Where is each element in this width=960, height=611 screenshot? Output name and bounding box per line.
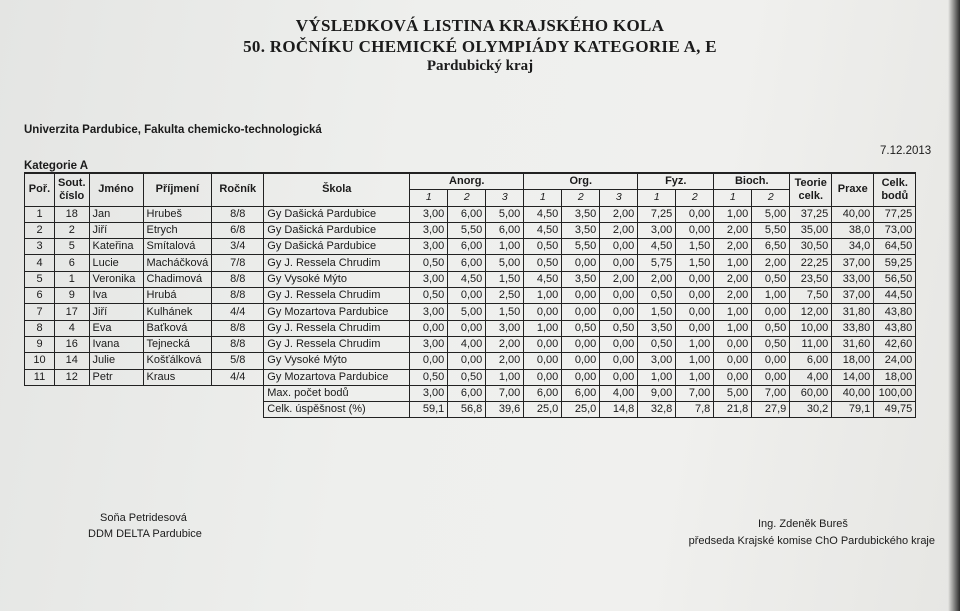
cell-jmeno: Julie — [89, 353, 143, 369]
cell-anorg-1: 3,00 — [410, 385, 448, 401]
cell-soutezni-cislo: 14 — [55, 353, 90, 369]
col-header-prijmeni: Příjmení — [143, 173, 212, 206]
cell-rocnik: 6/8 — [212, 222, 264, 238]
col-header-jmeno: Jméno — [89, 173, 143, 206]
header-row — [25, 173, 916, 190]
cell-anorg-3: 5,00 — [486, 255, 524, 271]
cell-anorg-3: 1,00 — [486, 239, 524, 255]
institution-name: Univerzita Pardubice, Fakulta chemicko-technologická — [24, 124, 322, 136]
cell-soutezni-cislo: 2 — [55, 222, 90, 238]
cell-praxe: 33,80 — [832, 320, 874, 336]
cell-praxe: 79,1 — [832, 402, 874, 418]
success-rate-row — [25, 402, 916, 418]
cell-fyz-2: 1,00 — [676, 336, 714, 352]
col-header-celk-line1: Celk. — [881, 176, 908, 189]
cell-org-1: 1,00 — [524, 320, 562, 336]
cell-jmeno: Kateřina — [89, 239, 143, 255]
cell-org-1: 0,50 — [524, 239, 562, 255]
cell-soutezni-cislo: 12 — [55, 369, 90, 385]
cell-jmeno: Jan — [89, 206, 143, 222]
cell-prijmeni: Košťálková — [143, 353, 212, 369]
cell-teorie: 12,00 — [790, 304, 832, 320]
signature-left-org: DDM DELTA Pardubice — [88, 528, 202, 540]
cell-fyz-2: 0,00 — [676, 222, 714, 238]
cell-org-2: 3,50 — [562, 271, 600, 287]
cell-anorg-2: 0,50 — [448, 369, 486, 385]
cell-teorie: 10,00 — [790, 320, 832, 336]
cell-skola: Gy J. Ressela Chrudim — [264, 255, 410, 271]
cell-jmeno: Lucie — [89, 255, 143, 271]
cell-rocnik: 5/8 — [212, 353, 264, 369]
cell-org-3: 0,00 — [600, 353, 638, 369]
col-header-teorie-line2: celk. — [798, 189, 823, 202]
cell-soutezni-cislo: 17 — [55, 304, 90, 320]
cell-bioch-2: 0,00 — [752, 353, 790, 369]
cell-poradi: 3 — [25, 239, 55, 255]
cell-celkem: 44,50 — [874, 288, 916, 304]
col-header-anorg: Anorg. — [410, 173, 524, 190]
cell-anorg-3: 1,50 — [486, 304, 524, 320]
cell-org-1: 0,00 — [524, 304, 562, 320]
cell-anorg-2: 0,00 — [448, 353, 486, 369]
photo-edge-shadow — [948, 0, 960, 611]
results-table — [24, 172, 916, 418]
cell-teorie: 6,00 — [790, 353, 832, 369]
subheader-bioch-1: 1 — [714, 190, 752, 206]
cell-praxe: 37,00 — [832, 255, 874, 271]
cell-fyz-1: 1,50 — [638, 304, 676, 320]
signature-right-role: předseda Krajské komise ChO Pardubického kraje — [688, 535, 935, 547]
col-header-poradi: Poř. — [25, 173, 55, 206]
cell-fyz-1: 2,00 — [638, 271, 676, 287]
col-header-praxe: Praxe — [832, 173, 874, 206]
cell-bioch-2: 1,00 — [752, 288, 790, 304]
cell-org-2: 0,00 — [562, 288, 600, 304]
table-row — [25, 304, 916, 320]
cell-prijmeni: Macháčková — [143, 255, 212, 271]
cell-prijmeni: Hrubeš — [143, 206, 212, 222]
cell-bioch-2: 5,00 — [752, 206, 790, 222]
cell-org-1: 0,00 — [524, 369, 562, 385]
blank-cell — [25, 402, 264, 418]
cell-poradi: 9 — [25, 336, 55, 352]
cell-soutezni-cislo: 6 — [55, 255, 90, 271]
cell-soutezni-cislo: 16 — [55, 336, 90, 352]
cell-anorg-2: 0,00 — [448, 320, 486, 336]
col-header-fyz: Fyz. — [638, 173, 714, 190]
cell-org-2: 3,50 — [562, 222, 600, 238]
cell-poradi: 8 — [25, 320, 55, 336]
blank-cell — [25, 385, 264, 401]
document-date: 7.12.2013 — [880, 145, 932, 157]
cell-teorie: 35,00 — [790, 222, 832, 238]
cell-fyz-1: 0,50 — [638, 336, 676, 352]
cell-praxe: 34,0 — [832, 239, 874, 255]
cell-bioch-1: 1,00 — [714, 255, 752, 271]
cell-poradi: 4 — [25, 255, 55, 271]
cell-soutezni-cislo: 18 — [55, 206, 90, 222]
cell-anorg-2: 6,00 — [448, 206, 486, 222]
cell-bioch-1: 5,00 — [714, 385, 752, 401]
cell-soutezni-cislo: 1 — [55, 271, 90, 287]
cell-org-1: 4,50 — [524, 271, 562, 287]
cell-org-3: 4,00 — [600, 385, 638, 401]
cell-teorie: 4,00 — [790, 369, 832, 385]
cell-teorie: 23,50 — [790, 271, 832, 287]
cell-praxe: 40,00 — [832, 385, 874, 401]
subheader-org-2: 2 — [562, 190, 600, 206]
cell-anorg-1: 3,00 — [410, 304, 448, 320]
cell-rocnik: 8/8 — [212, 271, 264, 287]
cell-org-1: 0,50 — [524, 255, 562, 271]
cell-org-2: 0,50 — [562, 320, 600, 336]
cell-anorg-3: 1,00 — [486, 369, 524, 385]
cell-soutezni-cislo: 5 — [55, 239, 90, 255]
cell-anorg-2: 4,00 — [448, 336, 486, 352]
cell-anorg-2: 6,00 — [448, 385, 486, 401]
col-header-sout-line2: číslo — [59, 189, 85, 202]
cell-bioch-1: 1,00 — [714, 320, 752, 336]
cell-anorg-3: 2,00 — [486, 336, 524, 352]
cell-celkem: 42,60 — [874, 336, 916, 352]
cell-bioch-2: 6,50 — [752, 239, 790, 255]
cell-poradi: 6 — [25, 288, 55, 304]
cell-bioch-2: 2,00 — [752, 255, 790, 271]
subheader-anorg-2: 2 — [448, 190, 486, 206]
document-subtitle: 50. ROČNÍKU CHEMICKÉ OLYMPIÁDY KATEGORIE A, E — [243, 37, 717, 56]
cell-fyz-2: 1,50 — [676, 255, 714, 271]
cell-org-1: 4,50 — [524, 222, 562, 238]
cell-org-1: 6,00 — [524, 385, 562, 401]
cell-org-2: 3,50 — [562, 206, 600, 222]
cell-teorie: 11,00 — [790, 336, 832, 352]
cell-rocnik: 3/4 — [212, 239, 264, 255]
cell-org-3: 0,00 — [600, 304, 638, 320]
cell-skola: Gy Mozartova Pardubice — [264, 369, 410, 385]
cell-jmeno: Jiří — [89, 222, 143, 238]
cell-fyz-2: 1,00 — [676, 353, 714, 369]
cell-bioch-2: 0,00 — [752, 304, 790, 320]
cell-org-3: 0,00 — [600, 336, 638, 352]
signature-right-name: Ing. Zdeněk Bureš — [758, 518, 848, 530]
cell-celkem: 100,00 — [874, 385, 916, 401]
col-header-celk-line2: bodů — [881, 189, 909, 202]
cell-org-3: 0,00 — [600, 288, 638, 304]
cell-anorg-2: 5,00 — [448, 304, 486, 320]
cell-fyz-1: 5,75 — [638, 255, 676, 271]
cell-bioch-1: 2,00 — [714, 222, 752, 238]
cell-anorg-3: 7,00 — [486, 385, 524, 401]
cell-anorg-2: 4,50 — [448, 271, 486, 287]
cell-anorg-1: 59,1 — [410, 402, 448, 418]
cell-bioch-1: 0,00 — [714, 336, 752, 352]
signature-left-name: Soňa Petridesová — [100, 512, 187, 524]
cell-bioch-2: 7,00 — [752, 385, 790, 401]
cell-skola: Gy J. Ressela Chrudim — [264, 336, 410, 352]
table-row — [25, 255, 916, 271]
cell-anorg-2: 6,00 — [448, 239, 486, 255]
cell-fyz-1: 32,8 — [638, 402, 676, 418]
cell-anorg-1: 3,00 — [410, 239, 448, 255]
cell-bioch-1: 0,00 — [714, 353, 752, 369]
cell-anorg-3: 3,00 — [486, 320, 524, 336]
cell-bioch-2: 0,50 — [752, 271, 790, 287]
subheader-org-1: 1 — [524, 190, 562, 206]
cell-prijmeni: Kraus — [143, 369, 212, 385]
cell-fyz-2: 0,00 — [676, 271, 714, 287]
cell-poradi: 10 — [25, 353, 55, 369]
cell-praxe: 38,0 — [832, 222, 874, 238]
cell-org-2: 0,00 — [562, 369, 600, 385]
col-header-soutezni-cislo — [55, 173, 90, 206]
subheader-anorg-3: 3 — [486, 190, 524, 206]
cell-anorg-1: 0,50 — [410, 369, 448, 385]
cell-fyz-2: 0,00 — [676, 288, 714, 304]
subheader-anorg-1: 1 — [410, 190, 448, 206]
cell-anorg-1: 0,50 — [410, 288, 448, 304]
cell-skola: Gy Vysoké Mýto — [264, 271, 410, 287]
cell-celkem: 77,25 — [874, 206, 916, 222]
cell-prijmeni: Kulhánek — [143, 304, 212, 320]
cell-anorg-2: 0,00 — [448, 288, 486, 304]
cell-anorg-2: 56,8 — [448, 402, 486, 418]
cell-rocnik: 8/8 — [212, 320, 264, 336]
cell-skola: Gy J. Ressela Chrudim — [264, 288, 410, 304]
cell-rocnik: 7/8 — [212, 255, 264, 271]
cell-skola: Gy J. Ressela Chrudim — [264, 320, 410, 336]
cell-anorg-3: 39,6 — [486, 402, 524, 418]
cell-poradi: 7 — [25, 304, 55, 320]
cell-praxe: 40,00 — [832, 206, 874, 222]
cell-fyz-2: 0,00 — [676, 304, 714, 320]
cell-jmeno: Jiří — [89, 304, 143, 320]
cell-jmeno: Eva — [89, 320, 143, 336]
col-header-bioch: Bioch. — [714, 173, 790, 190]
cell-org-3: 14,8 — [600, 402, 638, 418]
cell-org-1: 1,00 — [524, 288, 562, 304]
subheader-org-3: 3 — [600, 190, 638, 206]
table-row — [25, 206, 916, 222]
cell-prijmeni: Etrych — [143, 222, 212, 238]
cell-org-3: 2,00 — [600, 222, 638, 238]
cell-org-2: 0,00 — [562, 304, 600, 320]
cell-org-2: 0,00 — [562, 353, 600, 369]
cell-skola: Gy Dašická Pardubice — [264, 222, 410, 238]
cell-anorg-2: 5,50 — [448, 222, 486, 238]
cell-bioch-2: 0,50 — [752, 320, 790, 336]
cell-skola: Gy Mozartova Pardubice — [264, 304, 410, 320]
cell-bioch-2: 0,00 — [752, 369, 790, 385]
cell-praxe: 18,00 — [832, 353, 874, 369]
table-row — [25, 288, 916, 304]
cell-fyz-2: 0,00 — [676, 320, 714, 336]
success-rate-row-label: Celk. úspěšnost (%) — [264, 402, 410, 418]
cell-bioch-1: 2,00 — [714, 239, 752, 255]
cell-anorg-1: 3,00 — [410, 206, 448, 222]
cell-fyz-1: 1,00 — [638, 369, 676, 385]
cell-teorie: 30,50 — [790, 239, 832, 255]
cell-anorg-3: 6,00 — [486, 222, 524, 238]
cell-jmeno: Ivana — [89, 336, 143, 352]
col-header-rocnik: Ročník — [212, 173, 264, 206]
cell-celkem: 59,25 — [874, 255, 916, 271]
cell-fyz-1: 7,25 — [638, 206, 676, 222]
cell-fyz-2: 1,00 — [676, 369, 714, 385]
cell-org-1: 0,00 — [524, 353, 562, 369]
cell-org-2: 0,00 — [562, 255, 600, 271]
cell-org-3: 2,00 — [600, 206, 638, 222]
cell-celkem: 24,00 — [874, 353, 916, 369]
cell-fyz-1: 0,50 — [638, 288, 676, 304]
col-header-sout-line1: Sout. — [58, 176, 86, 189]
table-row — [25, 222, 916, 238]
cell-prijmeni: Baťková — [143, 320, 212, 336]
cell-skola: Gy Vysoké Mýto — [264, 353, 410, 369]
cell-jmeno: Petr — [89, 369, 143, 385]
cell-fyz-1: 3,00 — [638, 222, 676, 238]
cell-celkem: 49,75 — [874, 402, 916, 418]
table-row — [25, 369, 916, 385]
signature-right — [672, 516, 935, 550]
cell-rocnik: 4/4 — [212, 369, 264, 385]
cell-prijmeni: Tejnecká — [143, 336, 212, 352]
cell-prijmeni: Hrubá — [143, 288, 212, 304]
cell-celkem: 18,00 — [874, 369, 916, 385]
cell-bioch-2: 0,50 — [752, 336, 790, 352]
cell-anorg-1: 0,00 — [410, 320, 448, 336]
cell-skola: Gy Dašická Pardubice — [264, 206, 410, 222]
cell-celkem: 43,80 — [874, 320, 916, 336]
cell-org-2: 25,0 — [562, 402, 600, 418]
cell-fyz-2: 7,00 — [676, 385, 714, 401]
subheader-fyz-1: 1 — [638, 190, 676, 206]
cell-org-2: 5,50 — [562, 239, 600, 255]
cell-bioch-1: 1,00 — [714, 206, 752, 222]
signature-left — [88, 510, 202, 542]
cell-skola: Gy Dašická Pardubice — [264, 239, 410, 255]
cell-org-3: 0,00 — [600, 255, 638, 271]
cell-poradi: 11 — [25, 369, 55, 385]
category-label: Kategorie A — [24, 160, 89, 172]
col-header-celkem — [874, 173, 916, 206]
cell-anorg-1: 3,00 — [410, 222, 448, 238]
table-row — [25, 271, 916, 287]
cell-org-3: 0,00 — [600, 239, 638, 255]
cell-org-3: 0,50 — [600, 320, 638, 336]
cell-prijmeni: Smítalová — [143, 239, 212, 255]
cell-soutezni-cislo: 9 — [55, 288, 90, 304]
col-header-teorie-line1: Teorie — [794, 176, 827, 189]
cell-anorg-2: 6,00 — [448, 255, 486, 271]
cell-teorie: 7,50 — [790, 288, 832, 304]
cell-teorie: 30,2 — [790, 402, 832, 418]
cell-teorie: 37,25 — [790, 206, 832, 222]
cell-celkem: 64,50 — [874, 239, 916, 255]
cell-fyz-1: 4,50 — [638, 239, 676, 255]
cell-fyz-1: 9,00 — [638, 385, 676, 401]
cell-prijmeni: Chadimová — [143, 271, 212, 287]
cell-poradi: 2 — [25, 222, 55, 238]
cell-bioch-2: 27,9 — [752, 402, 790, 418]
cell-celkem: 43,80 — [874, 304, 916, 320]
cell-celkem: 73,00 — [874, 222, 916, 238]
cell-rocnik: 4/4 — [212, 304, 264, 320]
cell-org-1: 0,00 — [524, 336, 562, 352]
cell-poradi: 1 — [25, 206, 55, 222]
cell-fyz-2: 7,8 — [676, 402, 714, 418]
cell-rocnik: 8/8 — [212, 288, 264, 304]
cell-anorg-1: 0,50 — [410, 255, 448, 271]
document-region: Pardubický kraj — [426, 58, 534, 74]
document-title: VÝSLEDKOVÁ LISTINA KRAJSKÉHO KOLA — [295, 16, 665, 35]
cell-bioch-1: 0,00 — [714, 369, 752, 385]
cell-bioch-2: 5,50 — [752, 222, 790, 238]
cell-anorg-3: 1,50 — [486, 271, 524, 287]
cell-anorg-1: 3,00 — [410, 336, 448, 352]
cell-org-1: 4,50 — [524, 206, 562, 222]
cell-anorg-3: 2,00 — [486, 353, 524, 369]
col-header-org: Org. — [524, 173, 638, 190]
table-row — [25, 320, 916, 336]
results-table-body — [25, 173, 916, 418]
cell-anorg-3: 2,50 — [486, 288, 524, 304]
max-points-row-label: Max. počet bodů — [264, 385, 410, 401]
cell-teorie: 60,00 — [790, 385, 832, 401]
cell-org-3: 2,00 — [600, 271, 638, 287]
subheader-fyz-2: 2 — [676, 190, 714, 206]
table-row — [25, 239, 916, 255]
cell-anorg-3: 5,00 — [486, 206, 524, 222]
cell-org-3: 0,00 — [600, 369, 638, 385]
cell-bioch-1: 21,8 — [714, 402, 752, 418]
cell-soutezni-cislo: 4 — [55, 320, 90, 336]
cell-praxe: 33,00 — [832, 271, 874, 287]
cell-anorg-1: 0,00 — [410, 353, 448, 369]
subheader-bioch-2: 2 — [752, 190, 790, 206]
cell-rocnik: 8/8 — [212, 336, 264, 352]
cell-jmeno: Veronika — [89, 271, 143, 287]
table-row — [25, 353, 916, 369]
cell-fyz-1: 3,50 — [638, 320, 676, 336]
cell-bioch-1: 1,00 — [714, 304, 752, 320]
cell-org-2: 0,00 — [562, 336, 600, 352]
cell-rocnik: 8/8 — [212, 206, 264, 222]
cell-org-1: 25,0 — [524, 402, 562, 418]
cell-fyz-1: 3,00 — [638, 353, 676, 369]
cell-bioch-1: 2,00 — [714, 288, 752, 304]
max-points-row — [25, 385, 916, 401]
cell-anorg-1: 3,00 — [410, 271, 448, 287]
col-header-teorie — [790, 173, 832, 206]
cell-praxe: 31,80 — [832, 304, 874, 320]
cell-teorie: 22,25 — [790, 255, 832, 271]
cell-org-2: 6,00 — [562, 385, 600, 401]
cell-praxe: 14,00 — [832, 369, 874, 385]
cell-bioch-1: 2,00 — [714, 271, 752, 287]
cell-praxe: 37,00 — [832, 288, 874, 304]
cell-praxe: 31,60 — [832, 336, 874, 352]
col-header-skola: Škola — [264, 173, 410, 206]
cell-fyz-2: 1,50 — [676, 239, 714, 255]
cell-poradi: 5 — [25, 271, 55, 287]
cell-jmeno: Iva — [89, 288, 143, 304]
cell-celkem: 56,50 — [874, 271, 916, 287]
cell-fyz-2: 0,00 — [676, 206, 714, 222]
table-row — [25, 336, 916, 352]
